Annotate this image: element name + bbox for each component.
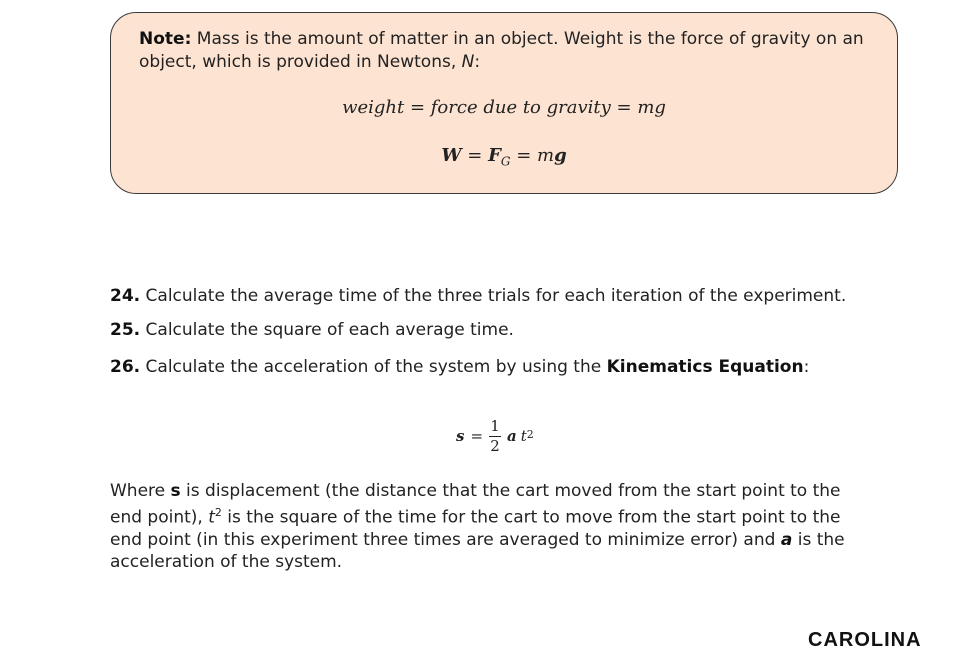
question-number: 26.: [110, 357, 141, 377]
para-a: a: [780, 529, 793, 550]
para-t: t: [208, 507, 215, 528]
question-text: Calculate the square of each average time.: [140, 320, 514, 340]
question-text: Calculate the average time of the three trials for each iteration of the experiment.: [140, 286, 847, 306]
para-t-exp: 2: [214, 506, 222, 519]
kin-a: a: [507, 427, 517, 445]
question-end: :: [803, 357, 810, 377]
weight-equation: weight = force due to gravity = mg: [342, 97, 666, 118]
kin-exp: 2: [526, 427, 534, 441]
para-part: Where: [110, 481, 171, 501]
note-body: Mass is the amount of matter in an object. Weight is the force of gravity on an object, which is provided in Newtons,: [139, 29, 864, 72]
question-24: [110, 286, 846, 306]
eq-f: F: [488, 145, 501, 166]
note-label: Note:: [139, 29, 192, 49]
kinematics-equation: [456, 413, 534, 459]
kin-t: t: [520, 427, 527, 445]
eq-w: W: [441, 145, 462, 166]
eq-g: g: [554, 145, 567, 166]
kin-denominator: 2: [490, 436, 500, 455]
question-25: [110, 320, 514, 340]
carolina-logo: CAROLINA: [808, 630, 922, 650]
question-number: 24.: [110, 286, 141, 306]
para-part: is displacement (the distance that the cart moved from the start point to the end point),: [110, 481, 841, 528]
question-26: [110, 357, 809, 377]
note-colon: :: [474, 52, 481, 72]
para-part: is the square of the time for the cart to move from the start point to the end point (in this experiment three times are averaged to minimize error) and: [110, 507, 841, 550]
kinematics-term: Kinematics Equation: [606, 357, 804, 377]
para-part: is the acceleration of the system.: [110, 529, 845, 572]
eq-equals-m: = m: [510, 145, 555, 166]
kin-s: s: [456, 427, 465, 445]
question-number: 25.: [110, 320, 141, 340]
note-text: [139, 28, 879, 74]
explanation-paragraph: [110, 480, 870, 573]
note-unit: N: [461, 52, 475, 72]
kin-fraction: [489, 418, 501, 455]
eq-sub-g: G: [500, 154, 511, 169]
para-s: s: [170, 481, 181, 501]
eq-equals-1: =: [461, 145, 489, 166]
question-text: Calculate the acceleration of the system by using the: [140, 357, 607, 377]
kin-numerator: 1: [490, 416, 500, 435]
kin-equals: =: [470, 427, 484, 445]
force-equation: [111, 145, 897, 169]
note-box: [110, 12, 898, 194]
